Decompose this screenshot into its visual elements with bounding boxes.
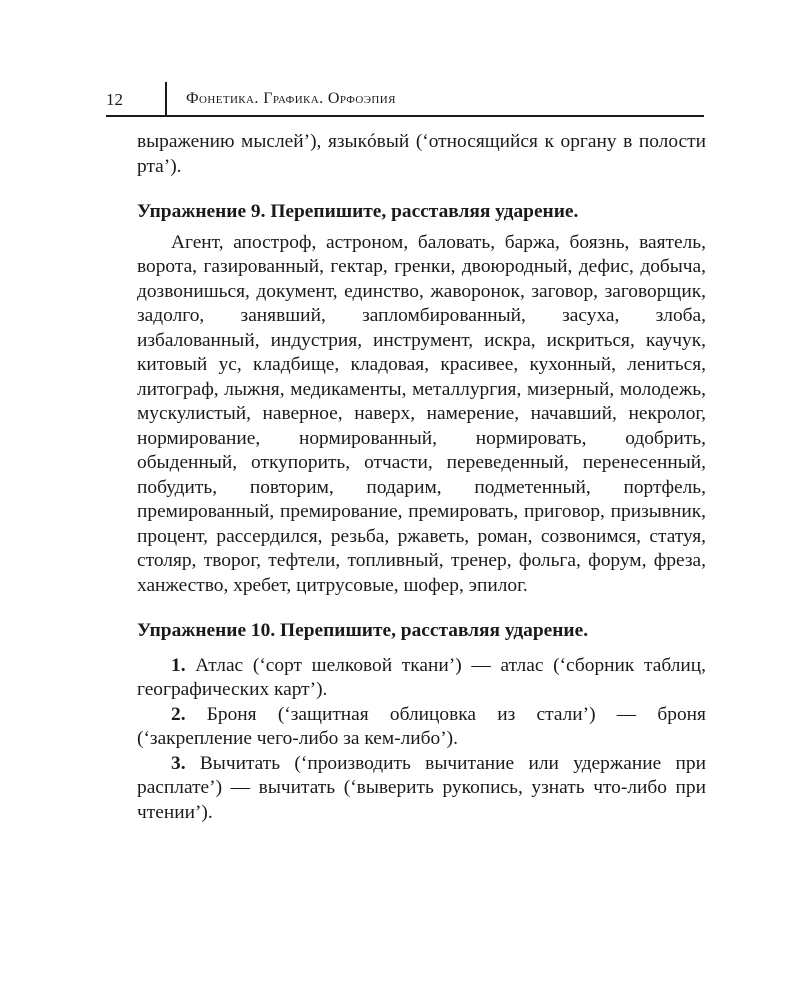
item-text: Атлас (‘сорт шелковой ткани’) — атлас (‘сборник таблиц, географических карт’). (137, 654, 706, 700)
item-number: 3. (171, 752, 186, 774)
header-vertical-rule (165, 82, 167, 116)
item-number: 2. (171, 703, 186, 725)
exercise-10-item (137, 703, 706, 752)
exercise-9-title: Упражнение 9. Перепишите, расставляя ударение. (137, 201, 579, 222)
continuation-paragraph: выражению мыслей’), языкóвый (‘относящийся к органу в полости рта’). (137, 131, 706, 177)
running-title: Фонетика. Графика. Орфоэпия (186, 90, 396, 107)
exercise-10-item (137, 654, 706, 703)
page-body (137, 130, 706, 825)
exercise-10-title: Упражнение 10. Перепишите, расставляя ударение. (137, 620, 589, 641)
exercise-10-item (137, 752, 706, 826)
item-text: Броня (‘защитная облицовка из стали’) — броня (‘закрепление чего-либо за кем-либо’). (137, 703, 706, 749)
header-horizontal-rule (106, 115, 704, 117)
item-number: 1. (171, 654, 186, 676)
item-text: Вычитать (‘производить вычитание или удержание при расплате’) — вычитать (‘выверить рукопись, узнать что-либо при чтении’). (137, 752, 706, 823)
exercise-9-word-list: Агент, апостроф, астроном, баловать, баржа, боязнь, ваятель, ворота, газированный, гектар, гренки, двоюродный, дефис, добыча, дозвонишься, документ, единство, жаворонок, заговор, заговорщик, задолго, занявший, запломбированный, засуха, злоба, избалованный, индустрия, инструмент, искра, искриться, каучук, китовый ус, кладбище, кладовая, красивее, кухонный, лениться, литограф, лыжня, медикаменты, металлургия, мизерный, молодежь, мускулистый, наверное, наверх, намерение, начавший, некролог, нормирование, нормированный, нормировать, одобрить, обыденный, откупорить, отчасти, переведенный, перенесенный, побудить, повторим, подарим, подметенный, портфель, премированный, премирование, премировать, приговор, призывник, процент, рассердился, резьба, ржаветь, роман, созвонимся, статуя, столяр, творог, тефтели, топливный, тренер, фольга, форум, фреза, ханжество, хребет, цитрусовые, шофер, эпилог. (137, 231, 706, 596)
page-number: 12 (106, 90, 123, 109)
running-header (106, 82, 704, 118)
